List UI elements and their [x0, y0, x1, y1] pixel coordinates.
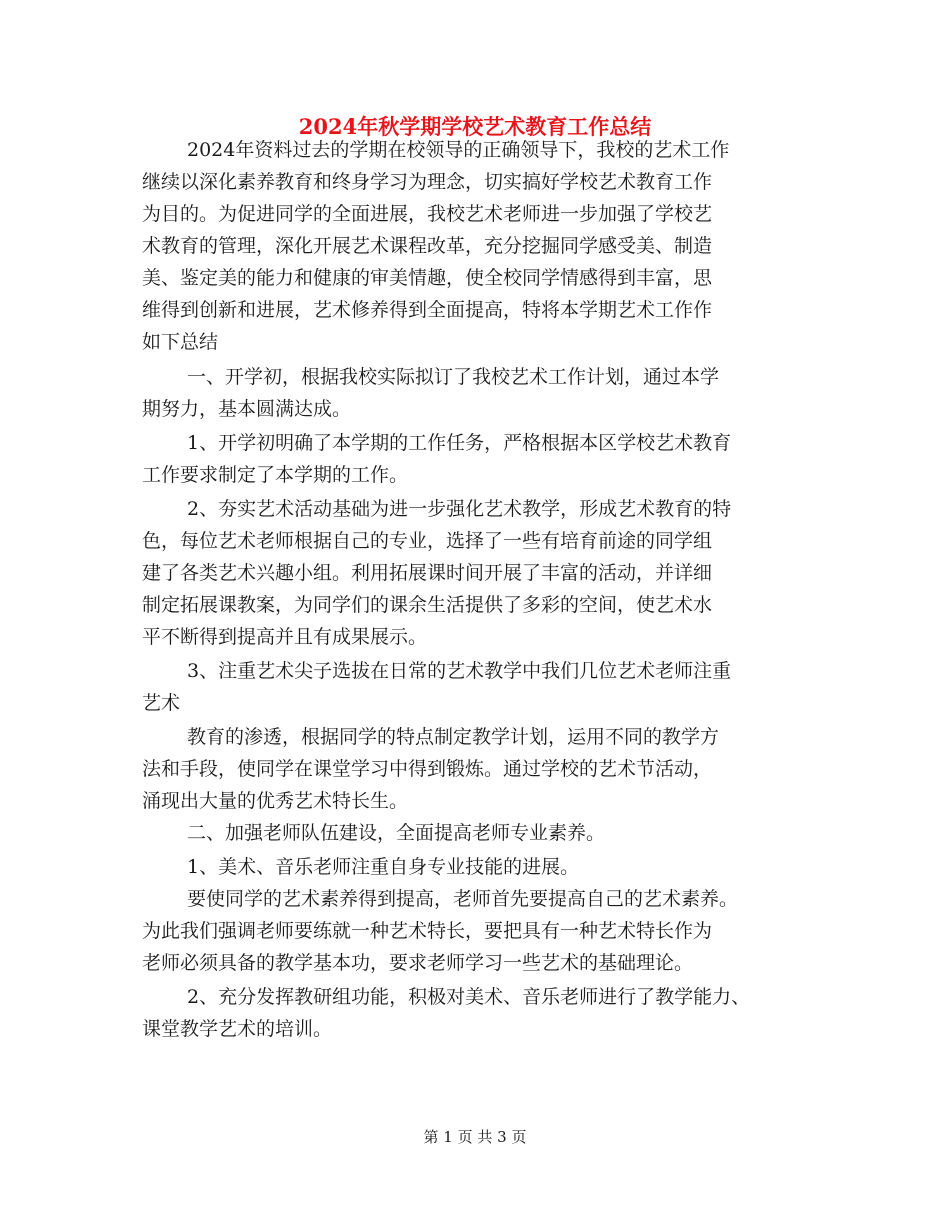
paragraph-line: 维得到创新和进展，艺术修养得到全面提高，特将本学期艺术工作作 [142, 299, 713, 321]
document-title: 2024年秋学期学校艺术教育工作总结 [298, 114, 652, 139]
paragraph-line: 2024年资料过去的学期在校领导的正确领导下，我校的艺术工作 [187, 139, 730, 161]
paragraph-line: 美、鉴定美的能力和健康的审美情趣，使全校同学情感得到丰富，思 [142, 267, 713, 289]
paragraph-line: 建了各类艺术兴趣小组。利用拓展课时间开展了丰富的活动，并详细 [142, 562, 713, 584]
paragraph-line: 法和手段，使同学在课堂学习中得到锻炼。通过学校的艺术节活动， [142, 758, 713, 780]
paragraph-line: 二、加强老师队伍建设，全面提高老师专业素养。 [187, 822, 606, 844]
paragraph-line: 工作要求制定了本学期的工作。 [142, 464, 409, 486]
paragraph-line: 术教育的管理，深化开展艺术课程改革，充分挖掘同学感受美、制造 [142, 235, 713, 257]
paragraph-line: 教育的渗透，根据同学的特点制定教学计划，运用不同的教学方 [187, 726, 720, 748]
paragraph-line: 要使同学的艺术素养得到提高，老师首先要提高自己的艺术素养。 [187, 888, 739, 910]
paragraph-line: 2、充分发挥教研组功能，积极对美术、音乐老师进行了教学能力、 [187, 986, 751, 1008]
paragraph-line: 为此我们强调老师要练就一种艺术特长，要把具有一种艺术特长作为 [142, 920, 713, 942]
paragraph-line: 涌现出大量的优秀艺术特长生。 [142, 790, 409, 812]
paragraph-line: 色，每位艺术老师根据自己的专业，选择了一些有培育前途的同学组 [142, 530, 713, 552]
paragraph-line: 继续以深化素养教育和终身学习为理念，切实搞好学校艺术教育工作 [142, 171, 713, 193]
paragraph-line: 平不断得到提高并且有成果展示。 [142, 626, 428, 648]
page-footer: 第 1 页 共 3 页 [423, 1128, 527, 1146]
paragraph-line: 艺术 [142, 692, 181, 714]
paragraph-line: 制定拓展课教案，为同学们的课余生活提供了多彩的空间，使艺术水 [142, 594, 713, 616]
paragraph-line: 1、开学初明确了本学期的工作任务，严格根据本区学校艺术教育 [187, 432, 732, 454]
paragraph-line: 3、注重艺术尖子选拔在日常的艺术教学中我们几位艺术老师注重 [187, 660, 732, 682]
paragraph-line: 为目的。为促进同学的全面进展，我校艺术老师进一步加强了学校艺 [142, 203, 713, 225]
paragraph-line: 如下总结 [142, 331, 219, 353]
paragraph-line: 期努力，基本圆满达成。 [142, 398, 352, 420]
paragraph-line: 老师必须具备的教学基本功，要求老师学习一些艺术的基础理论。 [142, 952, 694, 974]
paragraph-line: 一、开学初，根据我校实际拟订了我校艺术工作计划，通过本学 [187, 366, 720, 388]
paragraph-line: 课堂教学艺术的培训。 [142, 1018, 333, 1040]
paragraph-line: 2、夯实艺术活动基础为进一步强化艺术教学，形成艺术教育的特 [187, 498, 732, 520]
paragraph-line: 1、美术、音乐老师注重自身专业技能的进展。 [187, 856, 580, 878]
